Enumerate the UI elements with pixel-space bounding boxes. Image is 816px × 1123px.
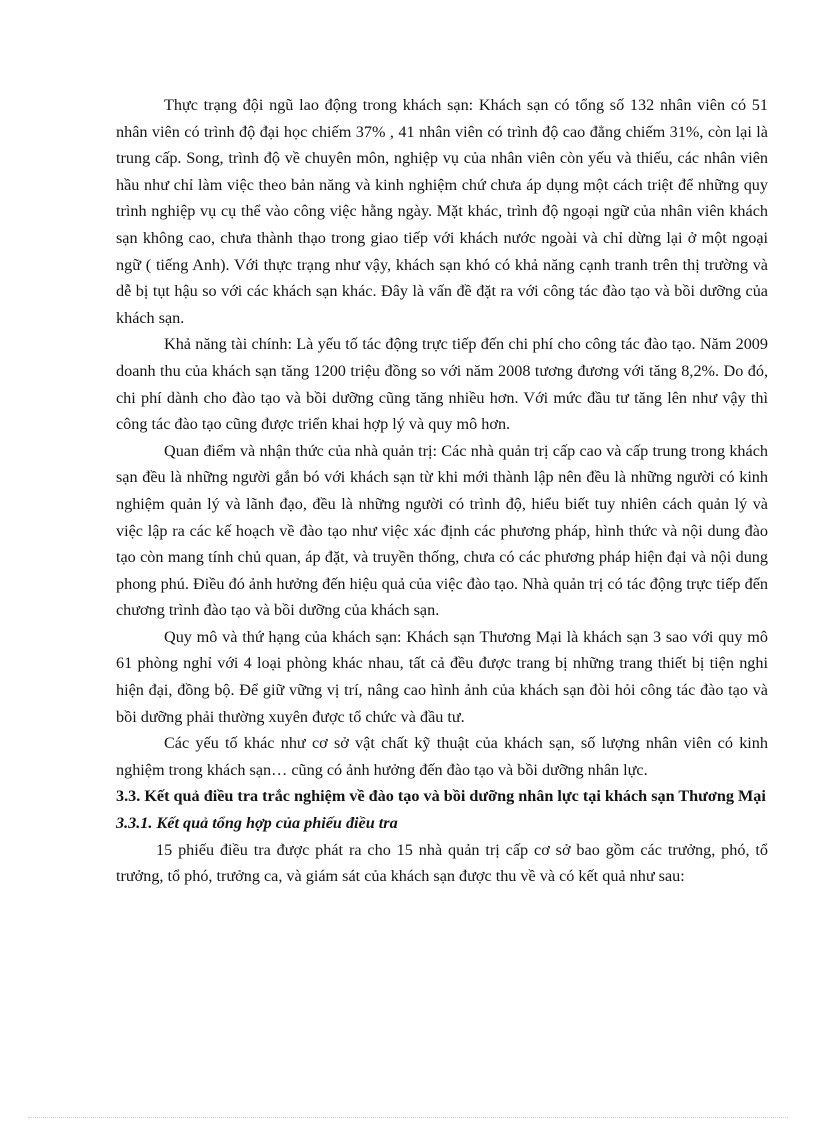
section-heading: 3.3. Kết quả điều tra trắc nghiệm về đào tạo và bồi dưỡng nhân lực tại khách sạn Thương Mại (116, 787, 766, 806)
paragraph-other-factors: Các yếu tố khác như cơ sở vật chất kỹ thuật của khách sạn, số lượng nhân viên có kinh nghiệm trong khách sạn… cũng có ảnh hưởng đến đào tạo và bồi dưỡng nhân lực. (116, 734, 768, 779)
paragraph-survey: 15 phiếu điều tra được phát ra cho 15 nhà quản trị cấp cơ sở bao gồm các trưởng, phó, tổ trưởng, tổ phó, trưởng ca, và giám sát của khách sạn được thu về và có kết quả như sau: (116, 840, 768, 886)
subsection-heading: 3.3.1. Kết quả tổng hợp của phiếu điều tra (116, 814, 398, 833)
paragraph-staff-status: Thực trạng đội ngũ lao động trong khách sạn: Khách sạn có tổng số 132 nhân viên có 51 nhân viên có trình độ đại học chiếm 37% , 41 nhân viên có trình độ cao đẳng chiếm 31%, còn lại là trung cấp. Song, trình độ về chuyên môn, nghiệp vụ của nhân viên còn yếu và thiếu, các nhân viên hầu như chỉ làm việc theo bản năng và kinh nghiệm chứ chưa áp dụng một cách triệt để những quy trình nghiệp vụ cụ thể vào công việc hằng ngày. Mặt khác, trình độ ngoại ngữ của nhân viên khách sạn không cao, chưa thành thạo trong giao tiếp với khách nước ngoài và chỉ dừng lại ở một ngoại ngữ ( tiếng Anh). Với thực trạng như vậy, khách sạn khó có khả năng cạnh tranh trên thị trường và dễ bị tụt hậu so với các khách sạn khác. Đây là vấn đề đặt ra với công tác đào tạo và bồi dưỡng của khách sạn. (116, 96, 768, 327)
page-bottom-divider (28, 1117, 788, 1118)
paragraph-manager-perspective: Quan điểm và nhận thức của nhà quản trị: Các nhà quản trị cấp cao và cấp trung trong khách sạn đều là những người gắn bó với khách sạn từ khi mới thành lập nên đều là những người có kinh nghiệm quản lý và lãnh đạo, đều là những người có trình độ, hiểu biết tuy nhiên cách quản lý và việc lập ra các kế hoạch về đào tạo như việc xác định các phương pháp, hình thức và nội dung đào tạo còn mang tính chủ quan, áp đặt, và truyền thống, chưa có các phương pháp hiện đại và nội dung phong phú. Điều đó ảnh hưởng đến hiệu quả của việc đào tạo. Nhà quản trị có tác động trực tiếp đến chương trình đào tạo và bồi dưỡng của khách sạn. (116, 441, 768, 620)
paragraph-financial-capacity: Khả năng tài chính: Là yếu tố tác động trực tiếp đến chi phí cho công tác đào tạo. Năm 2009 doanh thu của khách sạn tăng 1200 triệu đồng so với năm 2008 tương đương với tăng 8,2%. Do đó, chi phí dành cho đào tạo và bồi dưỡng cũng tăng nhiều hơn. Với mức đầu tư tăng lên như vậy thì công tác đào tạo cũng được triển khai hợp lý và quy mô hơn. (116, 335, 768, 434)
document-body (116, 92, 768, 890)
paragraph-hotel-scale: Quy mô và thứ hạng của khách sạn: Khách sạn Thương Mại là khách sạn 3 sao với quy mô 61 phòng nghỉ với 4 loại phòng khác nhau, tất cả đều được trang bị những trang thiết bị tiện nghi hiện đại, đồng bộ. Để giữ vững vị trí, nâng cao hình ảnh của khách sạn đòi hỏi công tác đào tạo và bồi dưỡng phải thường xuyên được tổ chức và đầu tư. (116, 627, 768, 726)
